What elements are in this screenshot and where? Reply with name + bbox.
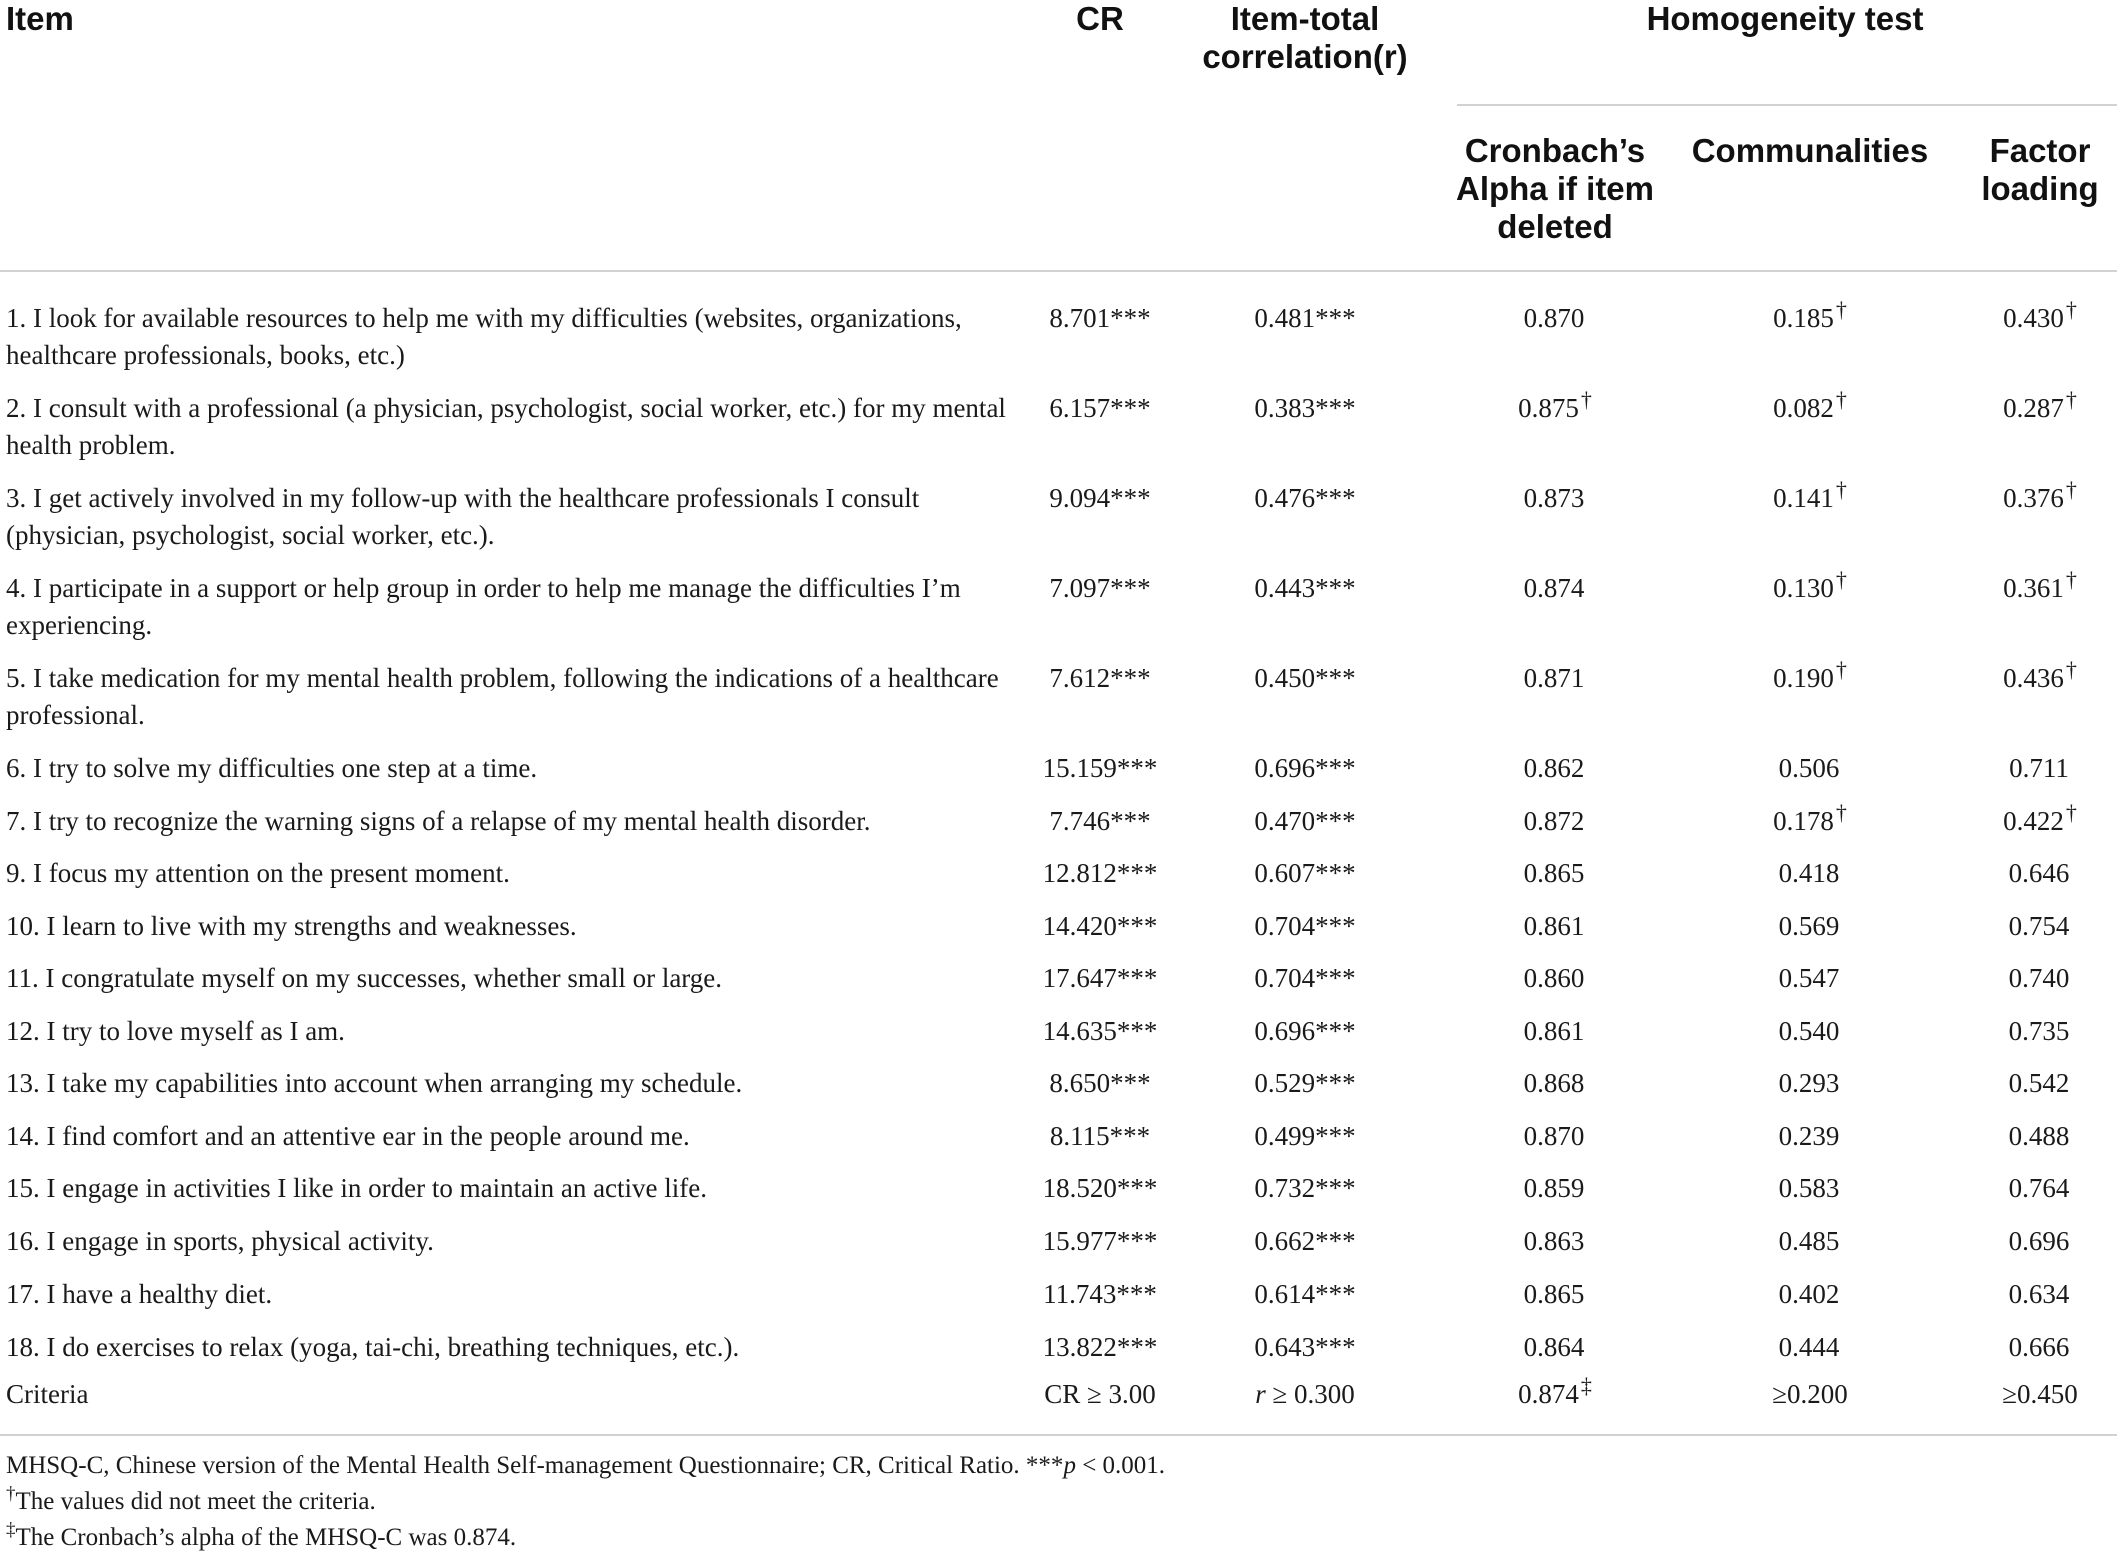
row-alpha-if-deleted-value: 0.872: [1523, 806, 1585, 836]
row-cr: [1000, 750, 1200, 787]
row-communalities-value: 0.293: [1778, 1068, 1840, 1098]
row-cr-value: 11.743***: [1043, 1279, 1157, 1309]
row-factor-loading-value: 0.287: [2003, 393, 2064, 423]
row-item-total-r-value: 0.704***: [1254, 911, 1356, 941]
header-cr: CR: [1076, 0, 1124, 37]
row-alpha-if-deleted-value: 0.871: [1523, 663, 1585, 693]
row-factor-loading: [1940, 1223, 2117, 1260]
row-item-text-value: 13. I take my capabilities into account when arranging my schedule.: [6, 1068, 743, 1098]
row-factor-loading-value: 0.430: [2003, 303, 2064, 333]
row-cr: [1000, 855, 1200, 892]
row-alpha-if-deleted-value: 0.870: [1523, 1121, 1585, 1151]
row-factor-loading-value: 0.735: [2008, 1016, 2070, 1046]
row-communalities: [1690, 657, 1930, 697]
row-factor-loading-mark: †: [2065, 297, 2077, 322]
row-cr-value: 8.650***: [1049, 1068, 1151, 1098]
row-item-total-r: [1200, 570, 1410, 607]
row-item-text: [6, 908, 1006, 945]
row-cr: [1000, 1223, 1200, 1260]
row-item-total-r: [1200, 660, 1410, 697]
row-communalities-value: 0.547: [1778, 963, 1840, 993]
row-item-text: [6, 1065, 1006, 1102]
row-item-total-r-value: 0.529***: [1254, 1068, 1356, 1098]
row-item-total-r: [1200, 908, 1410, 945]
header-divider: [0, 270, 2117, 272]
row-factor-loading-value: 0.634: [2008, 1279, 2070, 1309]
row-alpha-if-deleted-value: 0.865: [1523, 858, 1585, 888]
row-item-text-value: 9. I focus my attention on the present moment.: [6, 858, 510, 888]
row-alpha-if-deleted-value: 0.864: [1523, 1332, 1585, 1362]
row-cr-value: 14.635***: [1042, 1016, 1158, 1046]
row-factor-loading: [1940, 567, 2117, 607]
note-dagger: [6, 1484, 2106, 1520]
row-communalities: [1690, 297, 1930, 337]
row-alpha-if-deleted: [1455, 1276, 1655, 1313]
row-factor-loading-mark: †: [2065, 387, 2077, 412]
row-communalities: [1690, 750, 1930, 787]
row-factor-loading: [1940, 1118, 2117, 1155]
row-communalities: [1690, 1065, 1930, 1102]
row-cr: [1000, 1170, 1200, 1207]
row-factor-loading-value: 0.666: [2008, 1332, 2070, 1362]
row-item-text-value: 11. I congratulate myself on my successes, whether small or large.: [6, 963, 723, 993]
row-cr-value: 8.115***: [1049, 1121, 1151, 1151]
row-item-total-r-value: 0.732***: [1254, 1173, 1356, 1203]
row-factor-loading-mark: †: [2065, 800, 2077, 825]
header-homogeneity-test: Homogeneity test: [1646, 0, 1924, 37]
note-double-dagger-text: The Cronbach’s alpha of the MHSQ-C was 0.874.: [15, 1524, 517, 1551]
row-alpha-if-deleted-value: 0.875: [1518, 393, 1579, 423]
row-factor-loading: [1940, 908, 2117, 945]
row-alpha-if-deleted: [1455, 1170, 1655, 1207]
header-item-total-correlation: Item-total correlation(r): [1202, 0, 1408, 75]
row-item-text-value: 12. I try to love myself as I am.: [6, 1016, 345, 1046]
row-communalities-value: 0.082: [1773, 393, 1834, 423]
row-item-text-value: 10. I learn to live with my strengths and weaknesses.: [6, 911, 577, 941]
row-communalities-value: 0.239: [1778, 1121, 1840, 1151]
row-item-total-r-value: 0.470***: [1254, 806, 1356, 836]
row-factor-loading-value: 0.696: [2008, 1226, 2070, 1256]
row-communalities: [1690, 1118, 1930, 1155]
criteria-communalities: ≥0.200: [1772, 1379, 1848, 1409]
row-factor-loading-value: 0.488: [2008, 1121, 2070, 1151]
row-cr-value: 7.097***: [1049, 573, 1151, 603]
row-communalities: [1690, 908, 1930, 945]
row-factor-loading: [1940, 960, 2117, 997]
row-factor-loading: [1940, 1276, 2117, 1313]
row-factor-loading-mark: †: [2065, 657, 2077, 682]
row-alpha-if-deleted-value: 0.873: [1523, 483, 1585, 513]
row-factor-loading: [1940, 297, 2117, 337]
criteria-r-threshold: ≥ 0.300: [1265, 1379, 1355, 1409]
row-cr-value: 8.701***: [1049, 303, 1151, 333]
row-factor-loading: [1940, 1065, 2117, 1102]
header-communalities: Communalities: [1691, 132, 1929, 169]
row-alpha-if-deleted: [1455, 1118, 1655, 1155]
row-cr: [1000, 480, 1200, 517]
row-factor-loading: [1940, 1013, 2117, 1050]
row-item-text-value: 6. I try to solve my difficulties one step at a time.: [6, 753, 538, 783]
row-item-total-r: [1200, 1065, 1410, 1102]
row-alpha-if-deleted: [1455, 1223, 1655, 1260]
row-item-total-r: [1200, 1329, 1410, 1366]
row-item-total-r-value: 0.450***: [1254, 663, 1356, 693]
criteria-alpha-mark: ‡: [1580, 1373, 1592, 1398]
header-alpha-if-deleted: Cronbach’s Alpha if item deleted: [1455, 132, 1655, 245]
row-communalities-value: 0.583: [1778, 1173, 1840, 1203]
row-item-total-r-value: 0.662***: [1254, 1226, 1356, 1256]
header-factor-loading: Factor loading: [1981, 132, 2099, 207]
row-communalities-mark: †: [1835, 297, 1847, 322]
row-item-text: [6, 480, 1006, 554]
row-alpha-if-deleted: [1455, 750, 1655, 787]
criteria-cr: CR ≥ 3.00: [1044, 1379, 1156, 1409]
row-item-text: [6, 1170, 1006, 1207]
row-cr-value: 12.812***: [1042, 858, 1158, 888]
row-factor-loading-value: 0.711: [2009, 753, 2069, 783]
row-factor-loading-value: 0.436: [2003, 663, 2064, 693]
row-item-text-value: 16. I engage in sports, physical activity.: [6, 1226, 434, 1256]
header-item: Item: [6, 0, 74, 37]
row-cr-value: 18.520***: [1042, 1173, 1158, 1203]
row-item-text: [6, 750, 1006, 787]
row-factor-loading: [1940, 800, 2117, 840]
row-alpha-if-deleted: [1455, 1329, 1655, 1366]
row-item-text-value: 2. I consult with a professional (a physician, psychologist, social worker, etc.) for my mental health problem.: [6, 393, 1006, 460]
row-factor-loading-value: 0.754: [2008, 911, 2070, 941]
row-alpha-if-deleted-value: 0.870: [1523, 303, 1585, 333]
row-cr-value: 14.420***: [1042, 911, 1158, 941]
row-cr: [1000, 660, 1200, 697]
row-cr: [1000, 300, 1200, 337]
row-alpha-if-deleted-value: 0.860: [1523, 963, 1585, 993]
row-item-total-r-value: 0.696***: [1254, 753, 1356, 783]
note-double-dagger: [6, 1520, 2106, 1556]
row-alpha-if-deleted-value: 0.859: [1523, 1173, 1585, 1203]
row-item-total-r-value: 0.696***: [1254, 1016, 1356, 1046]
note-dagger-mark: †: [6, 1483, 16, 1505]
row-item-text: [6, 1118, 1006, 1155]
row-cr: [1000, 1065, 1200, 1102]
row-factor-loading-mark: †: [2065, 477, 2077, 502]
row-item-total-r: [1200, 1223, 1410, 1260]
homogeneity-divider: [1457, 104, 2117, 106]
row-item-total-r-value: 0.443***: [1254, 573, 1356, 603]
row-communalities: [1690, 1329, 1930, 1366]
row-communalities-mark: †: [1835, 477, 1847, 502]
row-item-text-value: 18. I do exercises to relax (yoga, tai-chi, breathing techniques, etc.).: [6, 1332, 740, 1362]
row-alpha-if-deleted-value: 0.862: [1523, 753, 1585, 783]
row-factor-loading-value: 0.361: [2003, 573, 2064, 603]
row-cr: [1000, 1329, 1200, 1366]
row-factor-loading-value: 0.646: [2008, 858, 2070, 888]
row-item-text: [6, 803, 1006, 840]
row-item-text: [6, 300, 1006, 374]
row-factor-loading-value: 0.542: [2008, 1068, 2070, 1098]
row-communalities: [1690, 477, 1930, 517]
criteria-r: [1200, 1376, 1410, 1413]
row-alpha-if-deleted: [1455, 660, 1655, 697]
criteria-label: Criteria: [6, 1379, 89, 1409]
row-item-total-r: [1200, 855, 1410, 892]
row-cr-value: 9.094***: [1049, 483, 1151, 513]
row-item-text: [6, 570, 1006, 644]
note-abbreviations: [6, 1448, 2106, 1484]
row-item-total-r-value: 0.607***: [1254, 858, 1356, 888]
row-item-total-r-value: 0.481***: [1254, 303, 1356, 333]
row-communalities: [1690, 1223, 1930, 1260]
row-factor-loading: [1940, 855, 2117, 892]
row-alpha-if-deleted-mark: †: [1580, 387, 1592, 412]
row-cr-value: 15.977***: [1042, 1226, 1158, 1256]
row-cr-value: 6.157***: [1049, 393, 1151, 423]
row-item-text-value: 17. I have a healthy diet.: [6, 1279, 273, 1309]
row-communalities: [1690, 1276, 1930, 1313]
row-communalities-mark: †: [1835, 800, 1847, 825]
row-item-total-r: [1200, 960, 1410, 997]
row-alpha-if-deleted: [1455, 855, 1655, 892]
row-communalities-value: 0.402: [1778, 1279, 1840, 1309]
row-item-text-value: 15. I engage in activities I like in order to maintain an active life.: [6, 1173, 707, 1203]
row-communalities: [1690, 1170, 1930, 1207]
row-cr: [1000, 390, 1200, 427]
row-communalities-value: 0.569: [1778, 911, 1840, 941]
row-item-text: [6, 660, 1006, 734]
row-factor-loading: [1940, 387, 2117, 427]
row-alpha-if-deleted: [1455, 803, 1655, 840]
criteria-alpha: [1455, 1373, 1655, 1413]
row-item-text-value: 14. I find comfort and an attentive ear in the people around me.: [6, 1121, 690, 1151]
row-communalities: [1690, 800, 1930, 840]
row-item-total-r: [1200, 390, 1410, 427]
row-factor-loading-value: 0.422: [2003, 806, 2064, 836]
row-communalities: [1690, 1013, 1930, 1050]
row-item-text: [6, 960, 1006, 997]
row-factor-loading-value: 0.764: [2008, 1173, 2070, 1203]
row-item-text: [6, 1223, 1006, 1260]
row-factor-loading: [1940, 750, 2117, 787]
criteria-alpha-value: 0.874: [1518, 1379, 1579, 1409]
row-item-text: [6, 1276, 1006, 1313]
row-cr: [1000, 1276, 1200, 1313]
note-p-variable: p: [1063, 1452, 1076, 1479]
row-alpha-if-deleted-value: 0.861: [1523, 1016, 1585, 1046]
row-item-text: [6, 1013, 1006, 1050]
row-communalities-value: 0.540: [1778, 1016, 1840, 1046]
row-communalities-mark: †: [1835, 387, 1847, 412]
row-communalities-value: 0.185: [1773, 303, 1834, 333]
row-cr-value: 13.822***: [1042, 1332, 1158, 1362]
row-cr: [1000, 1013, 1200, 1050]
row-communalities-value: 0.506: [1778, 753, 1840, 783]
row-item-total-r: [1200, 480, 1410, 517]
row-alpha-if-deleted: [1455, 387, 1655, 427]
row-communalities-value: 0.418: [1778, 858, 1840, 888]
row-item-total-r-value: 0.614***: [1254, 1279, 1356, 1309]
row-communalities-value: 0.485: [1778, 1226, 1840, 1256]
row-alpha-if-deleted: [1455, 570, 1655, 607]
row-communalities: [1690, 387, 1930, 427]
row-cr: [1000, 570, 1200, 607]
row-cr: [1000, 908, 1200, 945]
row-communalities-mark: †: [1835, 567, 1847, 592]
row-item-text-value: 1. I look for available resources to help me with my difficulties (websites, organizations, healthcare professionals, books, etc.): [6, 303, 962, 370]
row-communalities-value: 0.130: [1773, 573, 1834, 603]
row-factor-loading-value: 0.740: [2008, 963, 2070, 993]
row-alpha-if-deleted: [1455, 1065, 1655, 1102]
row-alpha-if-deleted-value: 0.863: [1523, 1226, 1585, 1256]
row-item-total-r: [1200, 803, 1410, 840]
row-alpha-if-deleted-value: 0.868: [1523, 1068, 1585, 1098]
row-item-text-value: 3. I get actively involved in my follow-up with the healthcare professionals I consult (physician, psychologist, social worker, etc.).: [6, 483, 920, 550]
row-factor-loading: [1940, 477, 2117, 517]
row-item-text-value: 7. I try to recognize the warning signs of a relapse of my mental health disorder.: [6, 806, 871, 836]
row-item-total-r: [1200, 1013, 1410, 1050]
row-factor-loading-mark: †: [2065, 567, 2077, 592]
row-communalities-value: 0.178: [1773, 806, 1834, 836]
row-item-total-r-value: 0.643***: [1254, 1332, 1356, 1362]
row-cr: [1000, 1118, 1200, 1155]
row-alpha-if-deleted-value: 0.861: [1523, 911, 1585, 941]
criteria-r-variable: r: [1255, 1379, 1266, 1409]
row-factor-loading: [1940, 1329, 2117, 1366]
row-item-total-r: [1200, 300, 1410, 337]
row-item-total-r-value: 0.476***: [1254, 483, 1356, 513]
row-communalities-value: 0.190: [1773, 663, 1834, 693]
note-double-dagger-mark: ‡: [6, 1519, 16, 1541]
row-communalities-value: 0.444: [1778, 1332, 1840, 1362]
row-cr-value: 7.612***: [1049, 663, 1151, 693]
criteria-factor-loading: ≥0.450: [2002, 1379, 2078, 1409]
row-cr-value: 7.746***: [1049, 806, 1151, 836]
row-cr: [1000, 803, 1200, 840]
row-item-total-r: [1200, 1170, 1410, 1207]
row-alpha-if-deleted: [1455, 960, 1655, 997]
row-alpha-if-deleted-value: 0.874: [1523, 573, 1585, 603]
row-item-text: [6, 1329, 1006, 1366]
row-factor-loading: [1940, 1170, 2117, 1207]
row-item-text-value: 5. I take medication for my mental health problem, following the indications of a healthcare professional.: [6, 663, 999, 730]
row-item-text: [6, 855, 1006, 892]
row-item-total-r: [1200, 1118, 1410, 1155]
note-p-threshold: < 0.001.: [1075, 1452, 1166, 1479]
row-communalities: [1690, 855, 1930, 892]
note-abbreviations-text: MHSQ-C, Chinese version of the Mental Health Self-management Questionnaire; CR, Critical Ratio. ***: [6, 1452, 1064, 1479]
row-alpha-if-deleted: [1455, 908, 1655, 945]
row-factor-loading-value: 0.376: [2003, 483, 2064, 513]
row-communalities-mark: †: [1835, 657, 1847, 682]
row-item-total-r-value: 0.383***: [1254, 393, 1356, 423]
row-alpha-if-deleted: [1455, 480, 1655, 517]
row-alpha-if-deleted: [1455, 1013, 1655, 1050]
row-cr-value: 15.159***: [1042, 753, 1158, 783]
row-item-total-r: [1200, 1276, 1410, 1313]
table-notes: [6, 1448, 2106, 1556]
row-item-text-value: 4. I participate in a support or help group in order to help me manage the difficulties I’m experiencing.: [6, 573, 961, 640]
row-item-total-r: [1200, 750, 1410, 787]
row-cr: [1000, 960, 1200, 997]
row-alpha-if-deleted-value: 0.865: [1523, 1279, 1585, 1309]
row-item-total-r-value: 0.499***: [1254, 1121, 1356, 1151]
row-alpha-if-deleted: [1455, 300, 1655, 337]
row-communalities: [1690, 960, 1930, 997]
footer-divider: [0, 1434, 2117, 1436]
row-item-total-r-value: 0.704***: [1254, 963, 1356, 993]
row-item-text: [6, 390, 1006, 464]
row-communalities: [1690, 567, 1930, 607]
row-factor-loading: [1940, 657, 2117, 697]
row-cr-value: 17.647***: [1042, 963, 1158, 993]
note-dagger-text: The values did not meet the criteria.: [15, 1488, 376, 1515]
row-communalities-value: 0.141: [1773, 483, 1834, 513]
